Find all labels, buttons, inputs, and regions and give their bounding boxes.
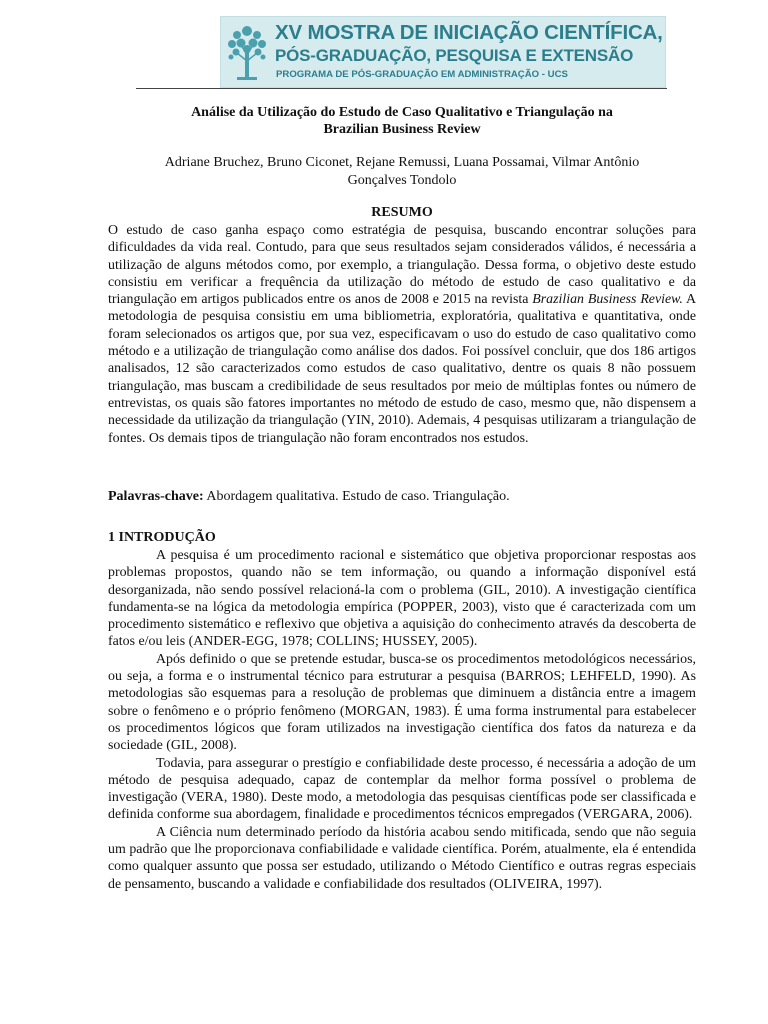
header-rule: [136, 88, 667, 89]
paper-title-line1: Análise da Utilização do Estudo de Caso Qualitativo e Triangulação na: [191, 105, 613, 120]
paper-title-line2: Brazilian Business Review: [323, 122, 481, 137]
abstract-text-part1: O estudo de caso ganha espaço como estratégia de pesquisa, buscando encontrar soluções para dificuldades da vida real. Contudo, para que seus resultados sejam considerados válidos, é necessária a utilização de alguns métodos como, por exemplo, a triangulação. Dessa forma, o objetivo deste estudo consistiu em verificar a frequência da utilização do método de estudo de caso qualitativo e da triangulação em artigos publicados entre os anos de 2008 e 2015 na revista: [108, 223, 696, 308]
intro-heading: 1 INTRODUÇÃO: [108, 530, 216, 545]
paper-title: [108, 104, 696, 138]
abstract-text: [108, 222, 696, 447]
intro-paragraph: Após definido o que se pretende estudar, busca-se os procedimentos metodológicos necessários, ou seja, a forma e o instrumental técnico para estruturar a pesquisa (BARROS; LEHFELD, 1990). As metodologias são esquemas para a resolução de problemas que diminuem a distância entre a imagem sobre o fenômeno e o próprio fenômeno (MORGAN, 1983). É uma forma instrumental para estabelecer os procedimentos lógicos que foram utilizados na investigação científica dos fatos da natureza e da sociedade (GIL, 2008).: [108, 651, 696, 754]
event-banner: [220, 16, 666, 88]
intro-body: [108, 547, 696, 893]
keywords: [108, 488, 696, 505]
abstract-text-part2: A metodologia de pesquisa consistiu em uma bibliometria, exploratória, qualitativa e quantitativa, onde foram selecionados os artigos que, por sua vez, especificavam o uso do estudo de caso qualitativo como método e a utilização de triangulação como análise dos dados. Foi possível concluir, que dos 186 artigos analisados, 12 são caracterizados como estudos de caso qualitativo, dentre os quais 8 não possuem triangulação, mas buscam a credibilidade de seus resultados por meio de múltiplas fontes ou número de entrevistas, os quais são fatores importantes no método de estudo de caso, mesmo que, não dispensem a necessidade da utilização da triangulação (YIN, 2010). Ademais, 4 pesquisas utilizaram a triangulação de fontes. Os demais tipos de triangulação não foram encontrados nos estudos.: [108, 292, 696, 446]
authors-line2: Gonçalves Tondolo: [347, 172, 457, 188]
authors-line1: Adriane Bruchez, Bruno Ciconet, Rejane Remussi, Luana Possamai, Vilmar Antônio: [164, 155, 640, 170]
banner-program: PROGRAMA DE PÓS-GRADUAÇÃO EM ADMINISTRAÇÃO - UCS: [276, 69, 568, 80]
intro-paragraph: A Ciência num determinado período da história acabou sendo mitificada, sendo que não seguia um padrão que lhe proporcionava confiabilidade e validade científica. Porém, atualmente, ela é entendida como qualquer assunto que possa ser estudado, utilizando o Método Científico e outras regras especiais de pensamento, buscando a validade e confiabilidade dos resultados (OLIVEIRA, 1997).: [108, 824, 696, 892]
abstract-heading: RESUMO: [371, 205, 433, 220]
authors: [108, 154, 696, 189]
abstract-journal-name: Brazilian Business Review.: [532, 292, 683, 308]
banner-title-line2: PÓS-GRADUAÇÃO, PESQUISA E EXTENSÃO: [275, 46, 634, 65]
tree-logo-icon: [225, 21, 269, 85]
keywords-label: Palavras-chave:: [108, 489, 204, 504]
banner-title-line1: XV MOSTRA DE INICIAÇÃO CIENTÍFICA,: [275, 21, 663, 44]
intro-paragraph: A pesquisa é um procedimento racional e sistemático que objetiva proporcionar respostas aos problemas propostos, quando não se tem informação, ou quando a informação disponível está desorganizada, não sendo possível relacioná-la com o problema (GIL, 2010). A investigação científica fundamenta-se na lógica da metodologia empírica (POPPER, 2003), visto que é caracterizada com um procedimento sistemático e reflexivo que objetiva a aquisição do conhecimento através da descoberta de fatos e/ou leis (ANDER-EGG, 1978; COLLINS; HUSSEY, 2005).: [108, 548, 696, 650]
intro-paragraph: Todavia, para assegurar o prestígio e confiabilidade deste processo, é necessária a adoção de um método de pesquisa adequado, capaz de contemplar da melhor forma possível o problema de investigação (VERA, 1980). Deste modo, a metodologia das pesquisas científicas pode ser classificada e definida conforme sua abordagem, finalidade e procedimentos técnicos empregados (VERGARA, 2006).: [108, 755, 696, 823]
keywords-text: Abordagem qualitativa. Estudo de caso. Triangulação.: [203, 489, 510, 504]
